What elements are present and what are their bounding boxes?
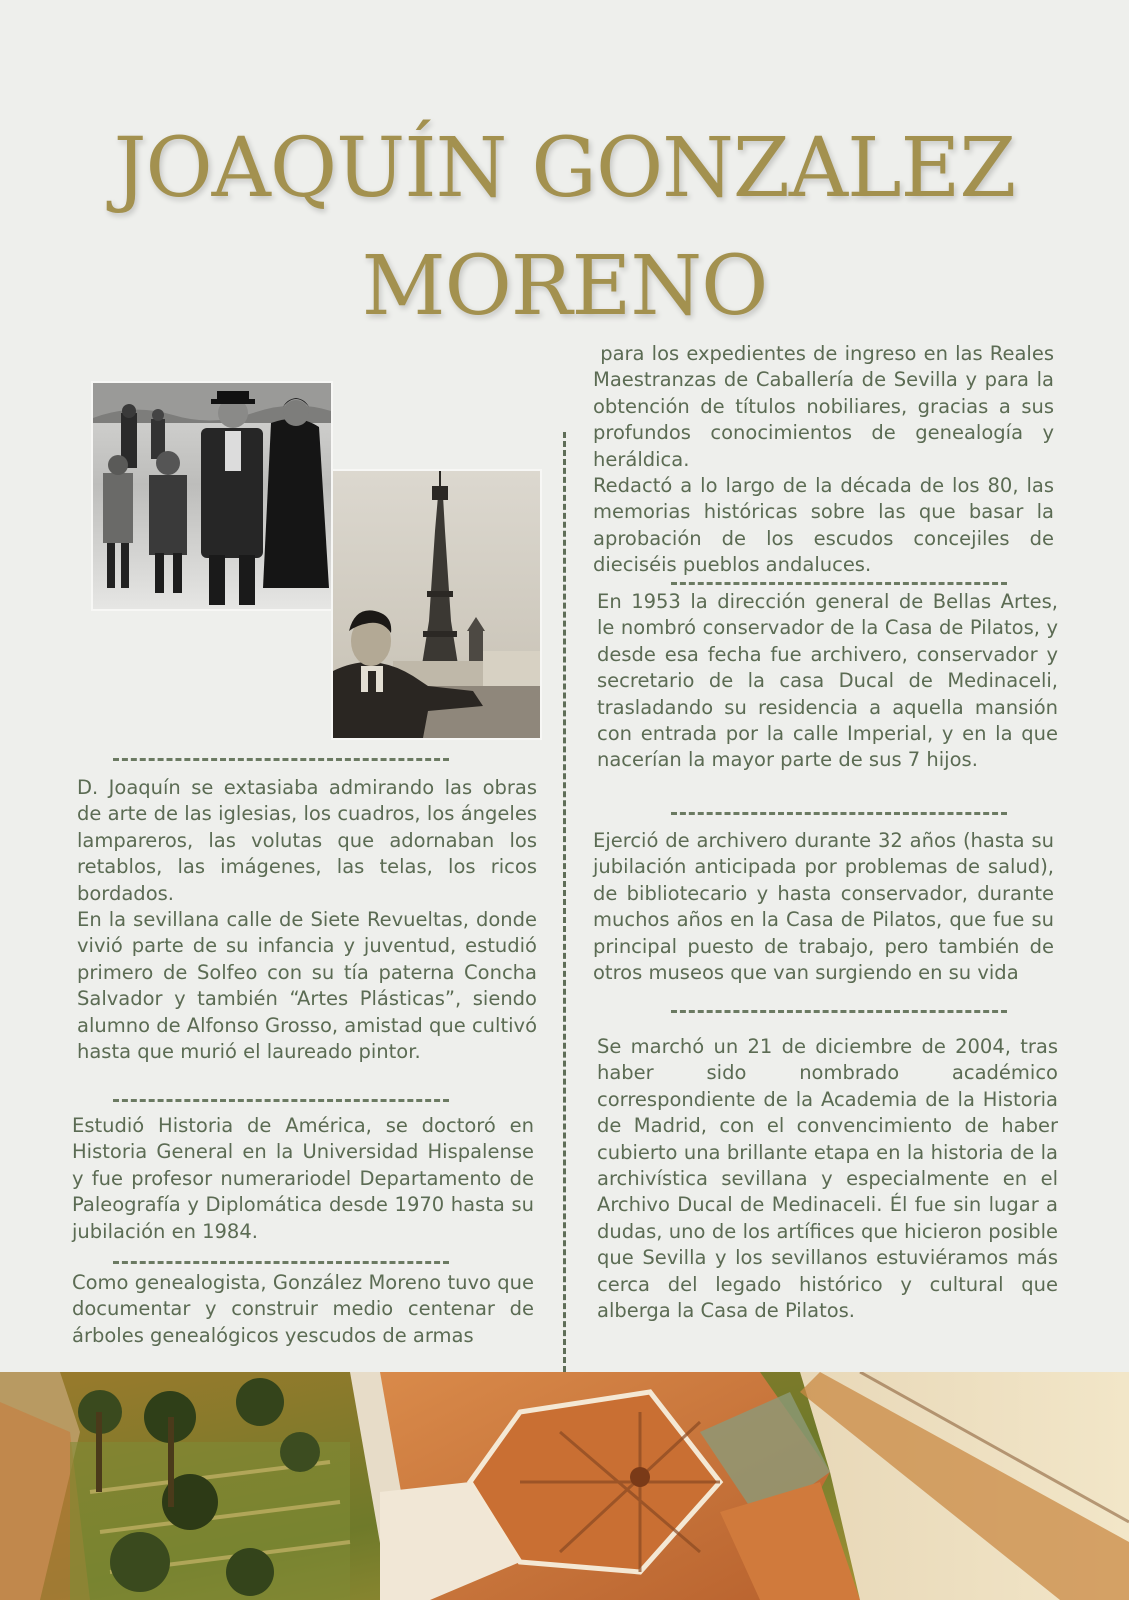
separator-right-1: [671, 582, 1007, 585]
right-paragraph-4: Ejerció de archivero durante 32 años (hasta su jubilación anticipada por problemas de salud), de bibliotecario y hasta conservador, durante muchos años en la Casa de Pilatos, que fue su principal puesto de trabajo, pero también de otros museos que van surgiendo en su vida: [593, 829, 1054, 985]
left-paragraph-2: En la sevillana calle de Siete Revueltas, donde vivió parte de su infancia y juventud, estudió primero de Solfeo con su tía paterna Concha Salvador y también “Artes Plásticas”, siendo alumno de Alfonso Grosso, amistad que cultivó hasta que murió el laureado pintor.: [77, 908, 537, 1064]
left-paragraph-4: Como genealogista, González Moreno tuvo que documentar y construir medio centenar de árboles genealógicos yescudos de armas: [72, 1271, 534, 1347]
right-paragraph-1: para los expedientes de ingreso en las Reales Maestranzas de Caballería de Sevilla y para la obtención de títulos nobiliares, gracias a sus profundos conocimientos de genealogía y heráldica.: [593, 342, 1061, 471]
left-paragraph-3: Estudió Historia de América, se doctoró en Historia General en la Universidad Hispalense y fue profesor numerariodel Departamento de Paleografía y Diplomática desde 1970 hasta su jubilación en 1984.: [72, 1114, 534, 1243]
separator-right-2: [671, 812, 1007, 815]
title-line-2: MORENO: [361, 239, 768, 334]
left-paragraph-1: D. Joaquín se extasiaba admirando las obras de arte de las iglesias, los cuadros, los ángeles lampareros, las volutas que adornaban los retablos, las imágenes, las telas, los ricos bordados.: [77, 776, 537, 905]
right-paragraph-5: Se marchó un 21 de diciembre de 2004, tras haber sido nombrado académico correspondiente de la Academia de la Historia de Madrid, con el convencimiento de haber cubierto una brillante etapa en la historia de la archivística sevillana y especialmente en el Archivo Ducal de Medinaceli. Él fue sin lugar a dudas, uno de los artífices que hicieron posible que Sevilla y los sevillanos estuviéramos más cerca del legado histórico y cultural que alberga la Casa de Pilatos.: [597, 1035, 1058, 1323]
page-title: [60, 110, 1069, 346]
right-paragraph-3: En 1953 la dirección general de Bellas Artes, le nombró conservador de la Casa de Pilatos, y desde esa fecha fue archivero, conservador y secretario de la casa Ducal de Medinaceli, trasladando su residencia a aquella mansión con entrada por la calle Imperial, y en la que nacerían la mayor parte de sus 7 hijos.: [597, 590, 1058, 772]
aerial-painting: [0, 1372, 1129, 1600]
family-photo: [91, 381, 333, 611]
title-line-1: JOAQUÍN GONZALEZ: [113, 121, 1016, 216]
tower-photo: [331, 469, 542, 740]
separator-left-2: [113, 1099, 449, 1102]
right-paragraph-2: Redactó a lo largo de la década de los 80, las memorias históricas sobre las que basar la aprobación de los escudos concejiles de dieciséis pueblos andaluces.: [593, 474, 1054, 577]
separator-left-3: [113, 1261, 449, 1264]
separator-left-1: [113, 758, 449, 761]
separator-right-3: [671, 1010, 1007, 1013]
column-divider: [563, 432, 566, 1372]
